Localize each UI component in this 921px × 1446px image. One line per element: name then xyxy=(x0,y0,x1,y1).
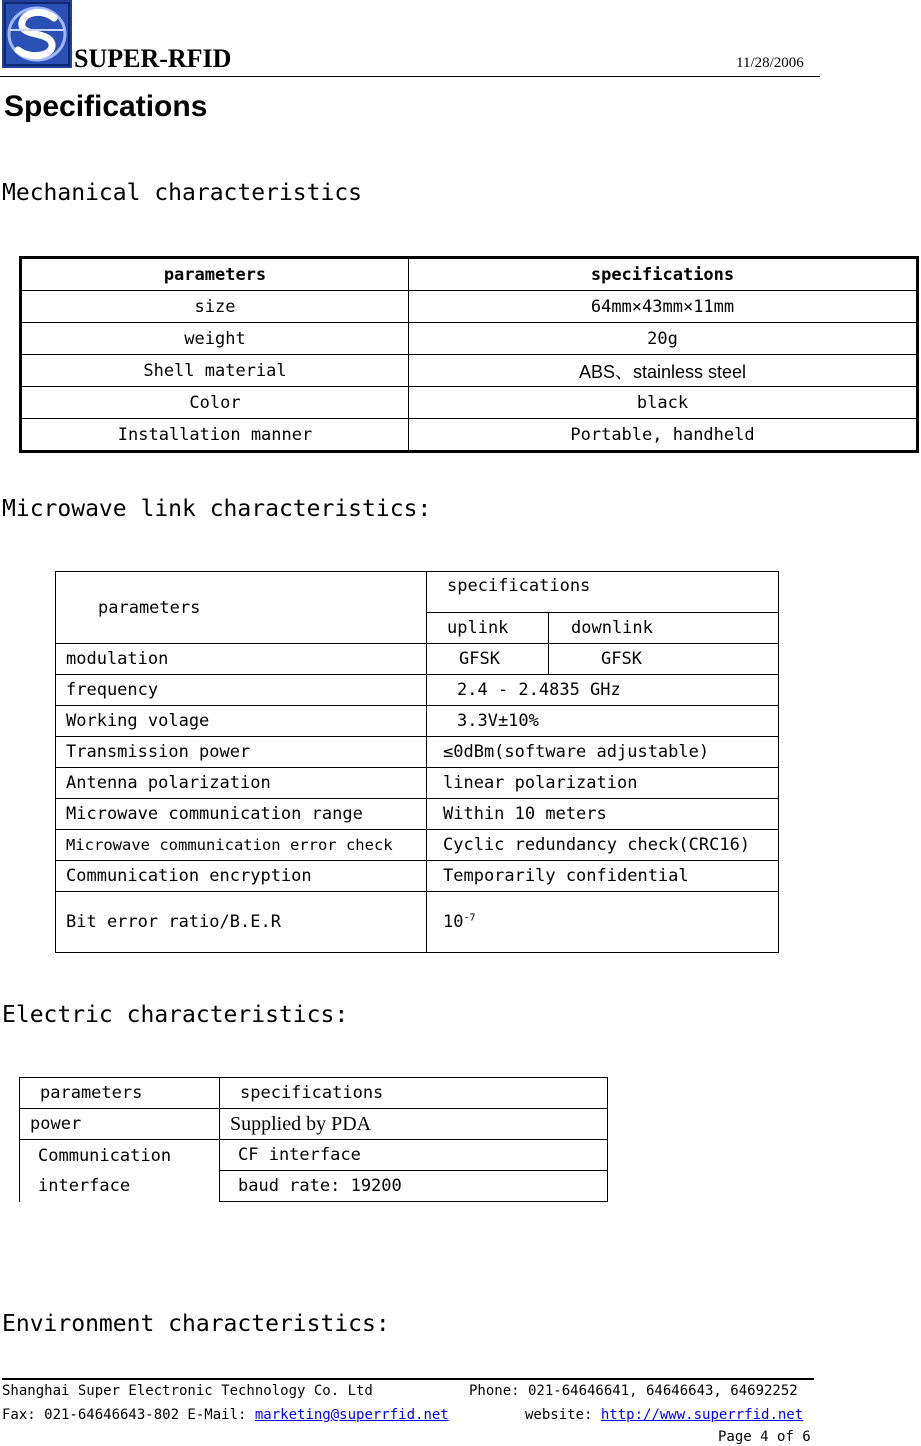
fax-email-label: Fax: 021-64646643-802 E-Mail: xyxy=(2,1407,247,1423)
section-electric: Electric characteristics: xyxy=(2,1002,349,1028)
param-cell: Working volage xyxy=(56,706,427,737)
table-row xyxy=(21,355,918,387)
section-environment: Environment characteristics: xyxy=(2,1311,390,1337)
company-logo xyxy=(2,0,72,68)
footer-phone: Phone: 021-64646641, 64646643, 64692252 xyxy=(469,1383,798,1399)
spec-cell: Cyclic redundancy check(CRC16) xyxy=(427,830,779,861)
param-cell: Communication encryption xyxy=(56,861,427,892)
uplink-header: uplink xyxy=(427,613,549,644)
table-row xyxy=(56,737,779,768)
spec-cell xyxy=(427,892,779,953)
param-cell: Color xyxy=(21,387,409,419)
ber-base: 10 xyxy=(443,912,464,932)
param-cell: Antenna polarization xyxy=(56,768,427,799)
microwave-table xyxy=(55,571,779,953)
table-row xyxy=(56,706,779,737)
spec-cell: 20g xyxy=(409,323,918,355)
table-row xyxy=(56,830,779,861)
section-mechanical: Mechanical characteristics xyxy=(2,180,363,206)
table-row xyxy=(21,323,918,355)
header-cell: specifications xyxy=(220,1078,608,1109)
website-link[interactable]: http://www.superrfid.net xyxy=(600,1407,804,1423)
document-date: 11/28/2006 xyxy=(736,55,804,71)
table-header-row xyxy=(56,572,779,613)
uplink-cell: GFSK xyxy=(427,644,549,675)
brand-name: SUPER-RFID xyxy=(74,44,232,73)
downlink-header: downlink xyxy=(549,613,779,644)
table-row xyxy=(21,387,918,419)
param-cell: weight xyxy=(21,323,409,355)
website-label: website: xyxy=(525,1407,593,1423)
param-cell: size xyxy=(21,291,409,323)
header-cell: parameters xyxy=(21,258,409,291)
spec-cell: 3.3V±10% xyxy=(427,706,779,737)
header-divider xyxy=(0,76,820,77)
table-row xyxy=(56,861,779,892)
ber-exponent: -7 xyxy=(463,912,476,924)
header-cell: parameters xyxy=(20,1078,220,1109)
param-cell xyxy=(20,1140,220,1202)
spec-cell: 64mm×43mm×11mm xyxy=(409,291,918,323)
param-cell: Transmission power xyxy=(56,737,427,768)
spec-cell: linear polarization xyxy=(427,768,779,799)
param-cell: power xyxy=(20,1109,220,1140)
mechanical-table xyxy=(19,256,919,453)
footer-divider xyxy=(2,1378,814,1380)
header-cell: specifications xyxy=(427,572,779,613)
spec-cell: baud rate: 19200 xyxy=(220,1171,608,1202)
spec-cell: CF interface xyxy=(220,1140,608,1171)
table-row xyxy=(21,419,918,452)
param-cell: Installation manner xyxy=(21,419,409,452)
table-row xyxy=(56,675,779,706)
header-cell: parameters xyxy=(56,572,427,644)
table-row xyxy=(56,644,779,675)
email-link[interactable]: marketing@superrfid.net xyxy=(254,1407,449,1423)
page-number: Page 4 of 6 xyxy=(718,1429,811,1445)
spec-cell: ≤0dBm(software adjustable) xyxy=(427,737,779,768)
header-cell: specifications xyxy=(409,258,918,291)
param-cell: Microwave communication range xyxy=(56,799,427,830)
spec-cell: Temporarily confidential xyxy=(427,861,779,892)
param-cell: modulation xyxy=(56,644,427,675)
page-title: Specifications xyxy=(4,90,208,123)
param-cell: Shell material xyxy=(21,355,409,387)
param-cell: Bit error ratio/B.E.R xyxy=(56,892,427,953)
footer-website xyxy=(525,1407,803,1423)
spec-cell: ABS、stainless steel xyxy=(409,355,918,387)
footer-company: Shanghai Super Electronic Technology Co. Ltd xyxy=(2,1383,373,1399)
footer-fax-email xyxy=(2,1407,449,1423)
spec-cell: black xyxy=(409,387,918,419)
table-row xyxy=(21,291,918,323)
table-header-row xyxy=(21,258,918,291)
param-cell: Microwave communication error check xyxy=(56,830,427,861)
section-microwave: Microwave link characteristics: xyxy=(2,496,432,522)
spec-cell: Within 10 meters xyxy=(427,799,779,830)
table-row xyxy=(56,892,779,953)
table-row xyxy=(56,768,779,799)
table-header-row xyxy=(20,1078,608,1109)
table-row xyxy=(56,799,779,830)
table-row xyxy=(20,1109,608,1140)
table-row xyxy=(20,1140,608,1171)
downlink-cell: GFSK xyxy=(549,644,779,675)
comm-label-line1: Communication xyxy=(38,1145,172,1166)
comm-label-line2: interface xyxy=(38,1175,131,1196)
spec-cell: Portable, handheld xyxy=(409,419,918,452)
electric-table xyxy=(19,1077,608,1202)
param-cell: frequency xyxy=(56,675,427,706)
spec-cell: 2.4 - 2.4835 GHz xyxy=(427,675,779,706)
spec-cell: Supplied by PDA xyxy=(220,1109,608,1140)
